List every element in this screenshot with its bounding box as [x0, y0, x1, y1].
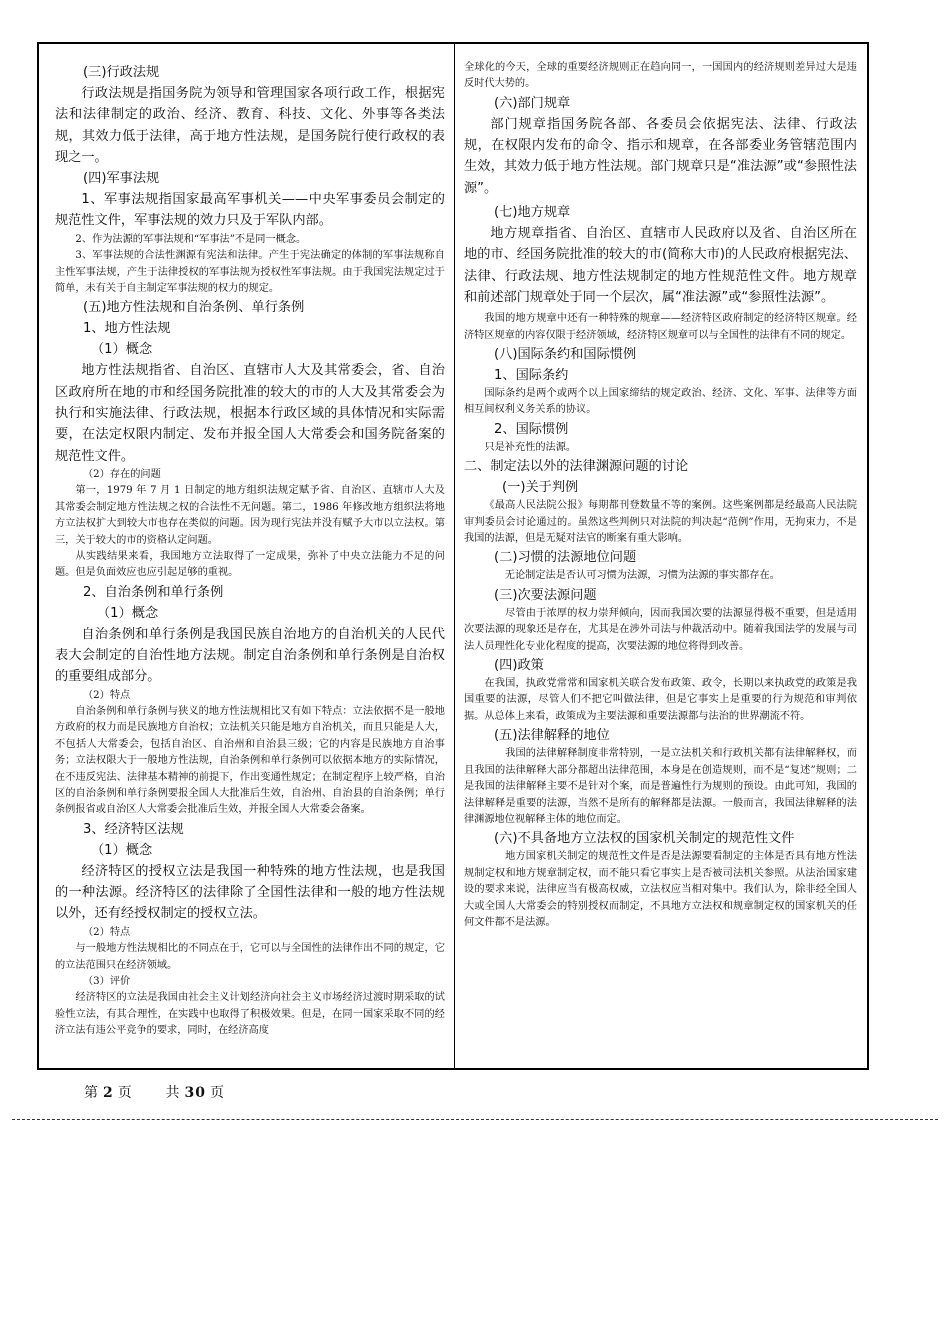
note-paragraph: 无论制定法是否认可习惯为法源，习惯为法源的事实都存在。	[484, 570, 780, 582]
section-heading: (四)军事法规	[83, 171, 160, 187]
body-paragraph: 地方性法规指省、自治区、直辖市人大及其常委会，省、自治区政府所在地的市和经国务院批准的较大的市的人大及其常委会为执行和实施法律、行政法规，根据本行政区域的具体情况和实际需要，在法定权限内制定、发布并报全国人大常委会和国务院备案的规范性文件。	[55, 363, 445, 464]
section-heading: (一)关于判例	[502, 480, 579, 496]
body-paragraph: 经济特区的授权立法是我国一种特殊的地方性法规，也是我国的一种法源。经济特区的法律除了全国性法律和一般的地方性法规以外，还有经授权制定的授权立法。	[55, 863, 445, 922]
section-heading: 3、经济特区法规	[83, 821, 184, 837]
page-unit: 页	[117, 1085, 133, 1101]
note-paragraph: 2、作为法源的军事法规和“军事法”不是同一概念。	[75, 233, 307, 245]
note-paragraph: （2）特点	[83, 689, 131, 701]
page-number: 2	[103, 1085, 114, 1101]
note-paragraph: 我国的法律解释制度非常特别，一是立法机关和行政机关都有法律解释权，而且我国的法律解释大部分都超出法律范围，本身是在创造规则，而不是“复述”规则；二是我国的法律解释主要不是针对个案，而是普遍性行为规则的预设。由此可知，我国的法律解释是重要的法源，当然不是所有的解释都是法源。一般而言，我国法律解释的法律渊源地位视解释主体的地位而定。	[464, 748, 857, 825]
body-paragraph: 部门规章指国务院各部、各委员会依据宪法、法律、行政法规，在权限内发布的命令、指示和规章，在各部委业务管辖范围内生效，其效力低于地方性法规。部门规章只是“准法源”或“参照性法源”。	[464, 116, 857, 196]
section-heading: 2、自治条例和单行条例	[83, 584, 224, 600]
body-paragraph: 行政法规是指国务院为领导和管理国家各项行政工作，根据宪法和法律制定的政治、经济、教育、科技、文化、外事等各类法规，其效力低于法律，高于地方性法规，是国务院行使行政权的表现之一。	[55, 86, 445, 165]
note-paragraph: 国际条约是两个或两个以上国家缔结的规定政治、经济、文化、军事、法律等方面相互间权利义务关系的协议。	[464, 388, 857, 416]
cut-line	[12, 1119, 938, 1120]
note-paragraph: 与一般地方性法规相比的不同点在于，它可以与全国性的法律作出不同的规定，它的立法范围只在经济领域。	[55, 943, 445, 971]
section-heading: (二)习惯的法源地位问题	[494, 550, 637, 566]
body-paragraph: 1、军事法规指国家最高军事机关——中央军事委员会制定的规范性文件，军事法规的效力只及于军队内部。	[55, 192, 445, 229]
section-heading: （1）概念	[91, 842, 153, 858]
left-column	[39, 44, 454, 1068]
total-pages: 30	[184, 1085, 206, 1101]
section-heading: （1）概念	[97, 605, 159, 621]
note-paragraph: 在我国，执政党常常和国家机关联合发布政策、政令，长期以来执政党的政策是我国重要的法源，尽管人们不把它叫做法律，但是它事实上是重要的行为规范和审判依据。从总体上来看，政策成为主要法源和重要法源都与法治的世界潮流不符。	[464, 678, 857, 722]
total-prefix: 共	[165, 1085, 181, 1101]
note-paragraph: 经济特区的立法是我国由社会主义计划经济向社会主义市场经济过渡时期采取的试验性立法，有其合理性，在实践中也取得了积极效果。但是，在同一国家采取不同的经济立法有违公平竞争的要求，同时，在经济高度	[55, 992, 445, 1037]
section-heading: 二、制定法以外的法律渊源问题的讨论	[464, 459, 689, 475]
section-heading: (六)不具备地方立法权的国家机关制定的规范性文件	[494, 831, 795, 847]
section-heading: (六)部门规章	[494, 95, 571, 111]
page-prefix: 第	[84, 1085, 99, 1101]
section-heading: (七)地方规章	[494, 205, 571, 220]
section-heading: (五)地方性法规和自治条例、单行条例	[83, 300, 305, 316]
section-heading: (三)行政法规	[83, 65, 160, 80]
note-paragraph: 尽管由于浓厚的权力崇拜倾向，因而我国次要的法源显得极不重要，但是适用次要法源的现象还是存在，尤其是在涉外司法与仲裁活动中。随着我国法学的发展与司法人员理性化专业化程度的提高，次要法源的地位将得到改善。	[464, 607, 857, 652]
note-paragraph: 全球化的今天，全球的重要经济规则正在趋向同一，一国国内的经济规则差异过大是违反时代大势的。	[464, 62, 857, 90]
section-heading: (四)政策	[494, 658, 544, 674]
section-heading: （1）概念	[91, 342, 153, 358]
section-heading: 1、国际条约	[494, 368, 569, 383]
note-paragraph: 第一，1979 年 7 月 1 日制定的地方组织法规定赋予省、自治区、直辖市人大及其常委会制定地方性法规之权的合法性不无问题。第二，1986 年修改地方组织法将地方立法权扩大到较大市也存在类似的问题。因为现行宪法并没有赋予大市以立法权。第三，关于较大的市的资格认定问题。	[55, 485, 445, 546]
note-paragraph: （3）评价	[83, 975, 131, 987]
total-unit: 页	[209, 1085, 225, 1101]
body-paragraph: 地方规章指省、自治区、直辖市人民政府以及省、自治区所在地的市、经国务院批准的较大的市(简称大市)的人民政府根据宪法、法律、行政法规、地方性法规制定的地方性规范性文件。地方规章和前述部门规章处于同一个层次，属“准法源”或“参照性法源”。	[464, 226, 857, 305]
note-paragraph: 从实践结果来看，我国地方立法取得了一定成果，弥补了中央立法能力不足的问题。但是负面效应也应引起足够的重视。	[55, 550, 445, 579]
note-paragraph: 3、军事法规的合法性渊源有宪法和法律。产生于宪法确定的体制的军事法规称自主性军事法规，产生于法律授权的军事法规为授权性军事法规。由于我国宪法规定过于简单，未有关于自主制定军事法规的权力的规定。	[55, 250, 445, 294]
note-paragraph: （2）特点	[83, 926, 131, 938]
note-paragraph: 自治条例和单行条例与狭义的地方性法规相比又有如下特点：立法依据不是一般地方政府的权力而是民族地方自治权；立法机关只能是地方自治机关，而且只能是人大，不包括人大常委会，包括自治区、自治州和自治县三级；它的内容是民族地方自治事务；立法权限大于一般地方性法规，自治条例和单行条例可以依据本地方的实际情况，在不违反宪法、法律基本精神的前提下，作出变通性规定；在制定程序上较严格，自治区的自治条例和单行条例要报全国人大批准后生效，自治州、自治县的自治条例；单行条例报省或自治区人大常委会批准后生效，并报全国人大常委会备案。	[55, 706, 445, 816]
body-paragraph: 自治条例和单行条例是我国民族自治地方的自治机关的人民代表大会制定的自治性地方法规。制定自治条例和单行条例是自治权的重要组成部分。	[55, 626, 445, 685]
section-heading: 1、地方性法规	[83, 321, 171, 337]
note-paragraph: 只是补充性的法源。	[484, 441, 577, 453]
note-paragraph: 我国的地方规章中还有一种特殊的规章——经济特区政府制定的经济特区规章。经济特区规章的内容仅限于经济领域，经济特区规章可以与全国性的法律有不同的规定。	[464, 313, 857, 341]
section-heading: (三)次要法源问题	[494, 587, 597, 603]
right-column	[454, 44, 867, 1068]
page-footer	[84, 1082, 225, 1102]
section-heading: (五)法律解释的地位	[494, 728, 610, 744]
page-frame	[37, 42, 869, 1070]
note-paragraph: 地方国家机关制定的规范性文件是否是法源要看制定的主体是否具有地方性法规制定权和地方规章制定权，而不能只看它事实上是否被司法机关参照。从法治国家建设的要求来说，法律应当有极高权威，立法权应当相对集中。我们认为，除非经全国人大或全国人大常委会的特别授权而制定，不具地方立法权和规章制定权的国家机关的任何文件都不是法源。	[464, 851, 857, 928]
note-paragraph: 《最高人民法院公报》每期都刊登数量不等的案例。这些案例都是经最高人民法院审判委员会讨论通过的。虽然这些判例只对法院的判决起“范例”作用，无拘束力，不是我国的法源，但是无疑对法官的断案有重大影响。	[464, 500, 857, 545]
section-heading: (八)国际条约和国际惯例	[494, 347, 637, 362]
section-heading: 2、国际惯例	[494, 421, 569, 437]
note-paragraph: （2）存在的问题	[83, 468, 161, 480]
